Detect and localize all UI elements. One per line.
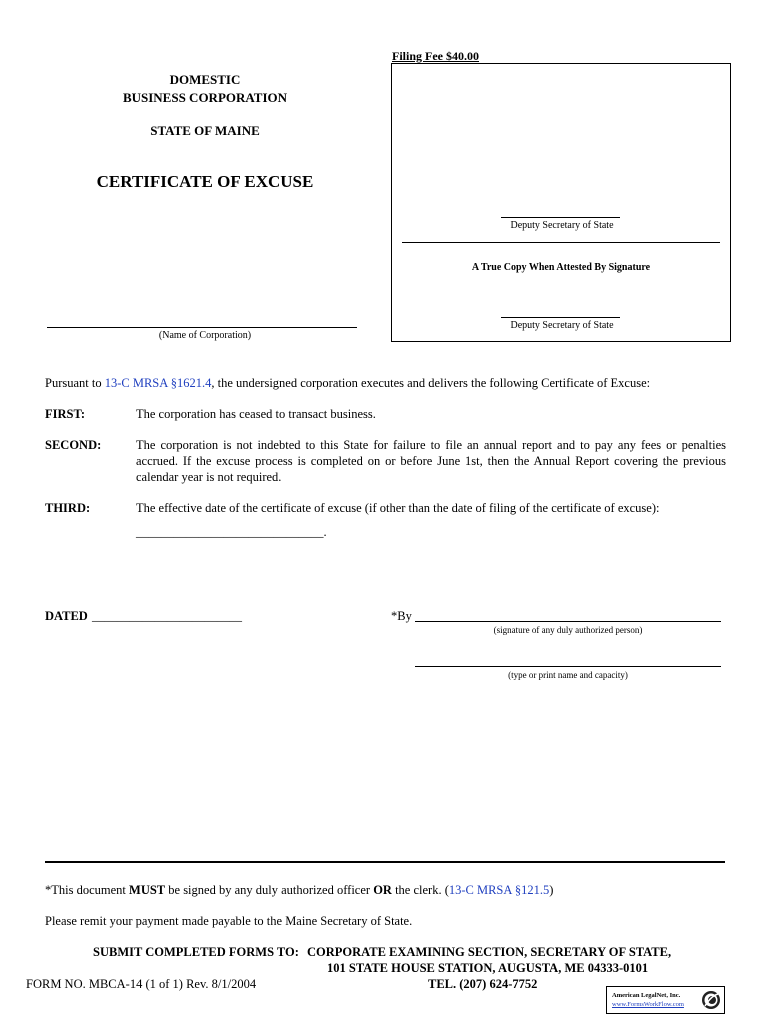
deputy-label-2: Deputy Secretary of State (510, 320, 614, 331)
filing-box (391, 63, 731, 342)
statute-link-1621[interactable]: 13-C MRSA §1621.4 (104, 376, 212, 390)
corporation-name-label: (Name of Corporation) (158, 330, 252, 341)
publisher-logo-icon (701, 990, 721, 1010)
submit-address-line1: CORPORATE EXAMINING SECTION, SECRETARY OF STATE, (307, 945, 672, 959)
note-or: OR (373, 883, 392, 897)
remit-text: Please remit your payment made payable to the Maine Secretary of State. (45, 914, 413, 928)
publisher-badge[interactable] (606, 986, 725, 1014)
header-business-corporation: BUSINESS CORPORATION (122, 90, 288, 105)
box-divider (402, 242, 720, 243)
deputy-label-1: Deputy Secretary of State (510, 220, 614, 231)
header-state: STATE OF MAINE (150, 123, 260, 138)
note-pre: *This document (45, 883, 130, 897)
dated-field[interactable]: ________________________ (92, 609, 242, 623)
header-domestic: DOMESTIC (169, 72, 241, 87)
footer-rule (45, 861, 725, 863)
second-label: SECOND: (45, 438, 102, 452)
publisher-url[interactable]: www.FormsWorkFlow.com (612, 1001, 684, 1008)
third-text: The effective date of the certificate of excuse (if other than the date of filing of the certificate of excuse): (136, 501, 660, 515)
by-label: *By (391, 609, 412, 623)
first-text: The corporation has ceased to transact business. (136, 407, 376, 421)
deputy-signature-line-1 (501, 217, 620, 218)
filing-fee: Filing Fee $40.00 (392, 49, 479, 63)
note-mid: be signed by any duly authorized officer (165, 883, 374, 897)
true-copy-text: A True Copy When Attested By Signature (471, 262, 651, 273)
submit-label: SUBMIT COMPLETED FORMS TO: (93, 945, 299, 959)
note-must: MUST (129, 883, 166, 897)
print-name-field[interactable] (415, 666, 721, 667)
signature-caption: (signature of any duly authorized person) (493, 625, 643, 635)
submit-tel: TEL. (207) 624-7752 (428, 977, 538, 991)
submit-address-line2: 101 STATE HOUSE STATION, AUGUSTA, ME 04333-0101 (327, 961, 649, 975)
note-post: the clerk. ( (391, 883, 449, 897)
first-label: FIRST: (45, 407, 86, 421)
second-text: The corporation is not indebted to this State for failure to file an annual report and to pay any fees or penalties accrued. If the excuse process is completed on or before June 1st, then the Annual Report covering the previous calendar year is not required. (136, 438, 726, 484)
print-name-caption: (type or print name and capacity) (508, 670, 628, 680)
form-number: FORM NO. MBCA-14 (1 of 1) Rev. 8/1/2004 (26, 977, 257, 991)
deputy-signature-line-2 (501, 317, 620, 318)
corporation-name-field[interactable] (47, 327, 357, 328)
footer-note (45, 882, 735, 898)
third-label: THIRD: (45, 501, 91, 515)
intro-paragraph (45, 375, 735, 391)
intro-pre: Pursuant to (45, 376, 105, 390)
intro-post: , the undersigned corporation executes and delivers the following Certificate of Excuse: (211, 376, 651, 390)
dated-label: DATED (45, 609, 88, 623)
signature-field[interactable] (415, 621, 721, 622)
page-title: CERTIFICATE OF EXCUSE (96, 172, 314, 191)
statute-link-121[interactable]: 13-C MRSA §121.5 (448, 883, 550, 897)
effective-date-field[interactable]: ______________________________. (136, 525, 327, 539)
note-end: ) (549, 883, 554, 897)
publisher-name: American LegalNet, Inc. (612, 992, 681, 999)
